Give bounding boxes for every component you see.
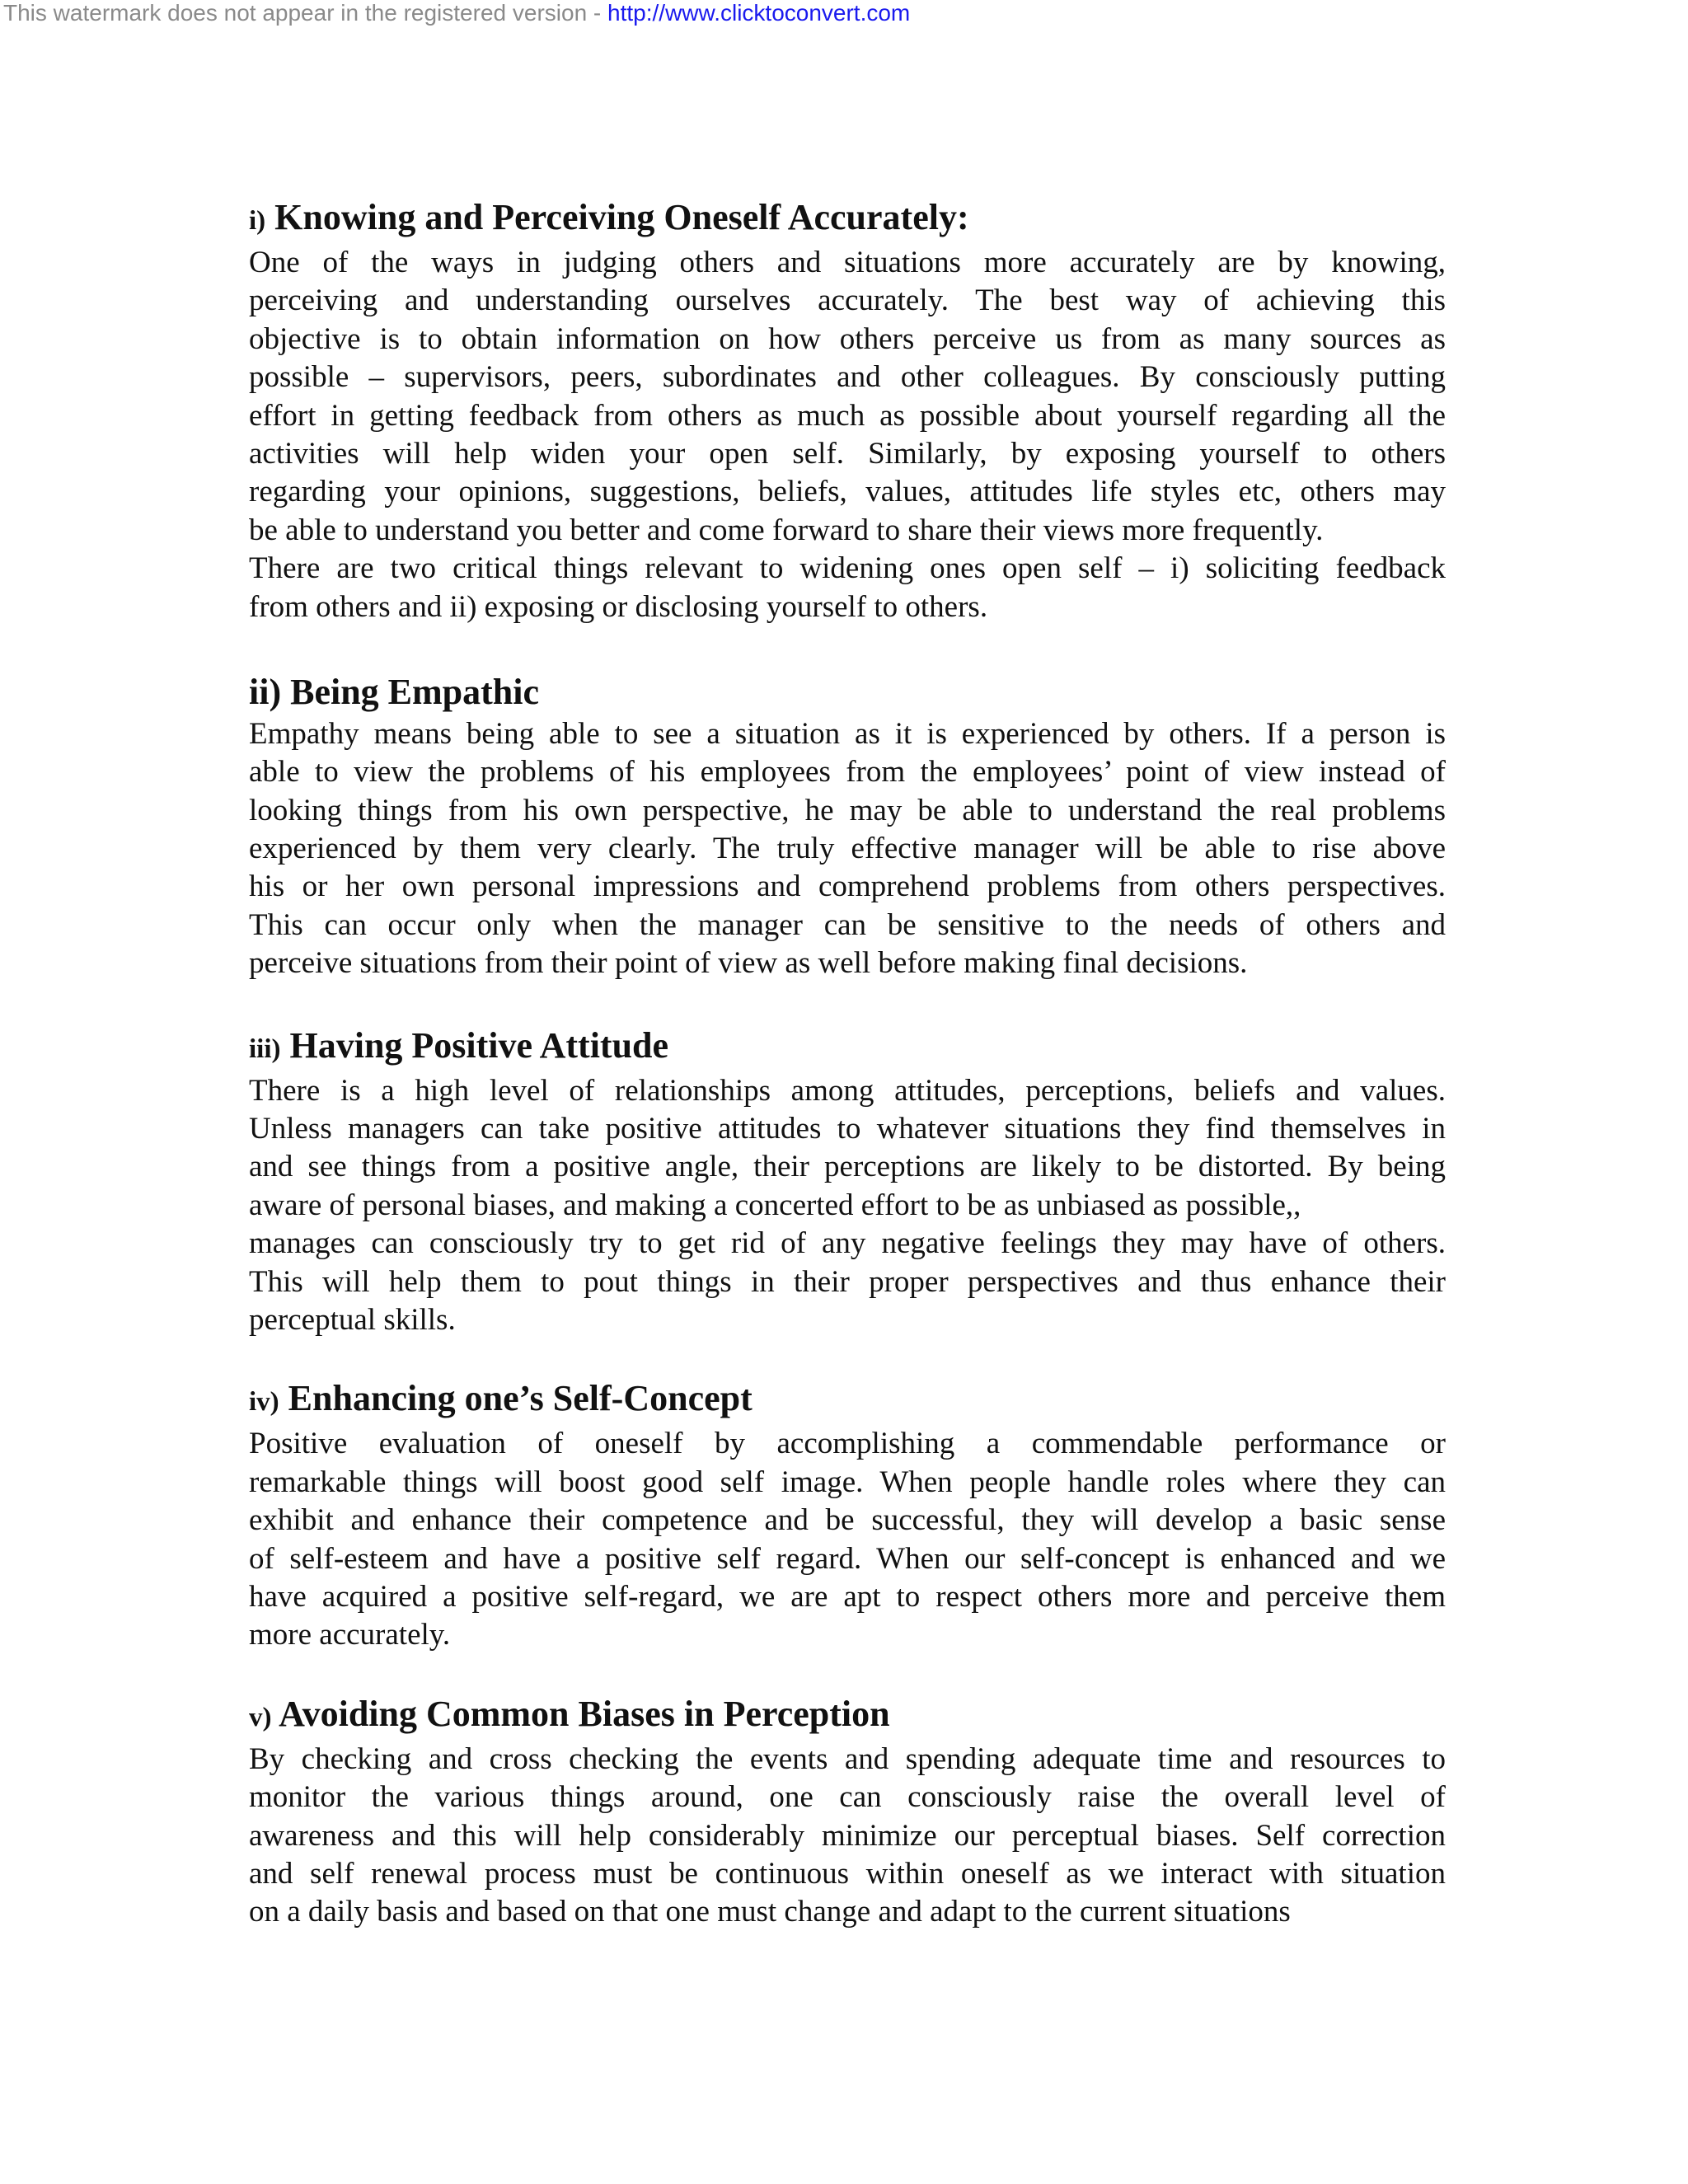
text-line: possible – supervisors, peers, subordinates and other colleagues. By consciously putting xyxy=(249,360,1446,395)
section-heading xyxy=(249,194,1446,244)
text-line: awareness and this will help considerably minimize our perceptual biases. Self correction xyxy=(249,1818,1446,1853)
text-line: By checking and cross checking the events and spending adequate time and resources to xyxy=(249,1741,1446,1776)
section-title: Being Empathic xyxy=(290,671,540,712)
section-heading xyxy=(249,669,1446,715)
text-line: There are two critical things relevant to widening ones open self – i) soliciting feedback xyxy=(249,551,1446,586)
text-line: This can occur only when the manager can be sensitive to the needs of others and xyxy=(249,907,1446,942)
text-line: perceptual skills. xyxy=(249,1302,456,1337)
text-line: on a daily basis and based on that one must change and adapt to the current situations xyxy=(249,1895,1291,1929)
section-number: v) xyxy=(249,1702,272,1732)
section-title: Enhancing one’s Self-Concept xyxy=(288,1378,753,1419)
document-body xyxy=(249,194,1446,1957)
section-knowing-oneself xyxy=(249,194,1446,626)
section-positive-attitude xyxy=(249,1023,1446,1340)
text-line: be able to understand you better and come forward to share their views more frequently. xyxy=(249,513,1324,547)
text-line: activities will help widen your open self. Similarly, by exposing yourself to others xyxy=(249,436,1446,471)
section-number: i) xyxy=(249,206,266,236)
section-paragraph xyxy=(249,1072,1446,1340)
section-number: iv) xyxy=(249,1387,279,1418)
section-title: Avoiding Common Biases in Perception xyxy=(279,1693,890,1734)
section-paragraph xyxy=(249,715,1446,983)
text-line: of self-esteem and have a positive self regard. When our self-concept is enhanced and we xyxy=(249,1541,1446,1576)
text-line: his or her own personal impressions and comprehend problems from others perspectives. xyxy=(249,869,1446,904)
section-avoiding-biases xyxy=(249,1691,1446,1932)
text-line: Unless managers can take positive attitudes to whatever situations they find themselves in xyxy=(249,1112,1446,1146)
watermark-text: This watermark does not appear in the registered version - xyxy=(3,0,608,26)
section-paragraph xyxy=(249,1741,1446,1932)
text-line: remarkable things will boost good self image. When people handle roles where they can xyxy=(249,1465,1446,1499)
text-line: Empathy means being able to see a situation as it is experienced by others. If a person is xyxy=(249,716,1446,751)
section-heading xyxy=(249,1023,1446,1072)
text-line: and see things from a positive angle, their perceptions are likely to be distorted. By being xyxy=(249,1150,1446,1184)
text-line: able to view the problems of his employees from the employees’ point of view instead of xyxy=(249,755,1446,790)
text-line: Positive evaluation of oneself by accomplishing a commendable performance or xyxy=(249,1427,1446,1461)
section-self-concept xyxy=(249,1376,1446,1654)
text-line: aware of personal biases, and making a concerted effort to be as unbiased as possible,, xyxy=(249,1188,1301,1222)
text-line: looking things from his own perspective, he may be able to understand the real problems xyxy=(249,793,1446,827)
text-line: objective is to obtain information on how others perceive us from as many sources as xyxy=(249,321,1446,356)
text-line: have acquired a positive self-regard, we are apt to respect others more and perceive them xyxy=(249,1579,1446,1614)
text-line: experienced by them very clearly. The truly effective manager will be able to rise above xyxy=(249,832,1446,866)
watermark-notice xyxy=(3,0,910,26)
text-line: exhibit and enhance their competence and be successful, they will develop a basic sense xyxy=(249,1503,1446,1538)
text-line: more accurately. xyxy=(249,1618,451,1652)
section-being-empathic xyxy=(249,669,1446,983)
section-number: iii) xyxy=(249,1033,281,1064)
section-paragraph xyxy=(249,1425,1446,1654)
text-line: perceive situations from their point of view as well before making final decisions. xyxy=(249,946,1248,981)
text-line: regarding your opinions, suggestions, beliefs, values, attitudes life styles etc, others may xyxy=(249,475,1446,509)
text-line: and self renewal process must be continuous within oneself as we interact with situation xyxy=(249,1856,1446,1891)
text-line: perceiving and understanding ourselves accurately. The best way of achieving this xyxy=(249,284,1446,318)
section-title: Having Positive Attitude xyxy=(289,1024,669,1066)
section-title: Knowing and Perceiving Oneself Accurately: xyxy=(274,197,969,237)
text-line: This will help them to pout things in their proper perspectives and thus enhance their xyxy=(249,1264,1446,1299)
section-heading xyxy=(249,1376,1446,1425)
text-line: One of the ways in judging others and situations more accurately are by knowing, xyxy=(249,246,1446,279)
section-heading xyxy=(249,1691,1446,1741)
text-line: from others and ii) exposing or disclosing yourself to others. xyxy=(249,589,988,624)
section-number: ii) xyxy=(249,671,282,712)
text-line: monitor the various things around, one can consciously raise the overall level of xyxy=(249,1780,1446,1815)
section-paragraph xyxy=(249,244,1446,626)
text-line: effort in getting feedback from others as much as possible about yourself regarding all the xyxy=(249,398,1446,433)
text-line: manages can consciously try to get rid of any negative feelings they may have of others. xyxy=(249,1226,1446,1261)
text-line: There is a high level of relationships among attitudes, perceptions, beliefs and values. xyxy=(249,1073,1446,1108)
watermark-link[interactable]: http://www.clicktoconvert.com xyxy=(607,0,911,26)
